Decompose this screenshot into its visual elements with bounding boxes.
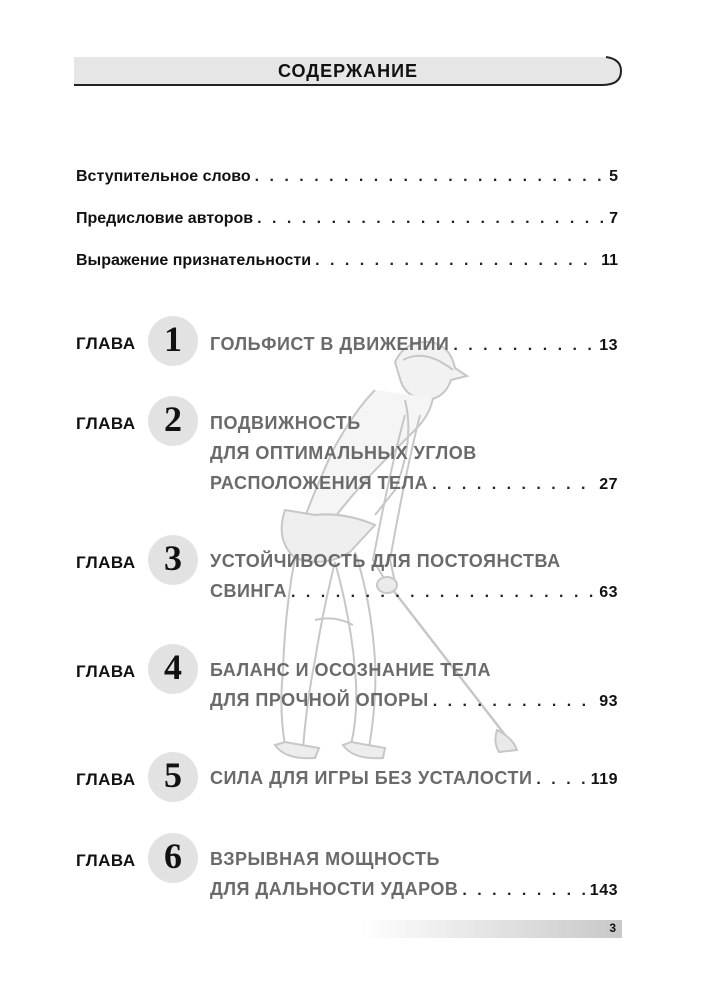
chapter-number-badge: 4 (148, 644, 198, 694)
chapter-label: ГЛАВА (76, 414, 136, 433)
chapter-page: 27 (599, 476, 618, 493)
toc-entry-label: Вступительное слово (76, 168, 251, 185)
chapter-number-badge: 3 (148, 535, 198, 585)
chapter-page: 93 (599, 693, 618, 710)
leader-dots (433, 687, 595, 717)
leader-dots (453, 331, 595, 361)
leader-dots (291, 578, 595, 608)
chapter-label: ГЛАВА (76, 334, 136, 353)
chapter-title: ПОДВИЖНОСТЬ ДЛЯ ОПТИМАЛЬНЫХ УГЛОВ РАСПОЛОЖЕНИЯ ТЕЛА . . . 27 (210, 408, 618, 500)
toc-entry-page: 7 (609, 210, 618, 227)
chapter-page: 119 (590, 771, 618, 788)
chapter-number-badge: 1 (148, 316, 198, 366)
toc-entry-page: 11 (601, 252, 618, 269)
leader-dots (257, 210, 605, 228)
toc-entry-page: 5 (609, 168, 618, 185)
chapter-page: 63 (599, 584, 618, 601)
chapter-title: БАЛАНС И ОСОЗНАНИЕ ТЕЛА ДЛЯ ПРОЧНОЙ ОПОРЫ . . . 93 (210, 655, 618, 717)
chapter-page: 143 (589, 882, 618, 899)
toc-entry-foreword[interactable] (76, 168, 618, 186)
page-title: СОДЕРЖАНИЕ (277, 61, 419, 81)
leader-dots (432, 470, 595, 500)
chapter-label: ГЛАВА (76, 851, 136, 870)
chapter-number-badge: 2 (148, 396, 198, 446)
chapter-page: 13 (599, 337, 618, 354)
chapter-number-badge: 6 (148, 833, 198, 883)
page-number: 3 (609, 921, 616, 935)
chapter-title: ГОЛЬФИСТ В ДВИЖЕНИИ . . . 13 (210, 329, 618, 361)
chapter-label: ГЛАВА (76, 553, 136, 572)
chapter-title: УСТОЙЧИВОСТЬ ДЛЯ ПОСТОЯНСТВА СВИНГА . . . 63 (210, 546, 618, 608)
chapter-title: ВЗРЫВНАЯ МОЩНОСТЬ ДЛЯ ДАЛЬНОСТИ УДАРОВ . . . 143 (210, 844, 618, 906)
toc-entry-label: Выражение признательности (76, 252, 312, 269)
leader-dots (536, 765, 586, 795)
chapter-number-badge: 5 (148, 752, 198, 802)
toc-entry-label: Предисловие авторов (76, 210, 254, 227)
chapter-title: СИЛА ДЛЯ ИГРЫ БЕЗ УСТАЛОСТИ . . . 119 (210, 763, 618, 795)
leader-dots (315, 252, 597, 270)
chapter-label: ГЛАВА (76, 662, 136, 681)
contents-header (74, 56, 622, 86)
leader-dots (255, 168, 605, 186)
toc-entry-preface[interactable] (76, 210, 618, 228)
leader-dots (462, 876, 585, 906)
footer-bar (360, 920, 622, 938)
chapter-label: ГЛАВА (76, 770, 136, 789)
toc-entry-acknowledgements[interactable] (76, 252, 618, 270)
